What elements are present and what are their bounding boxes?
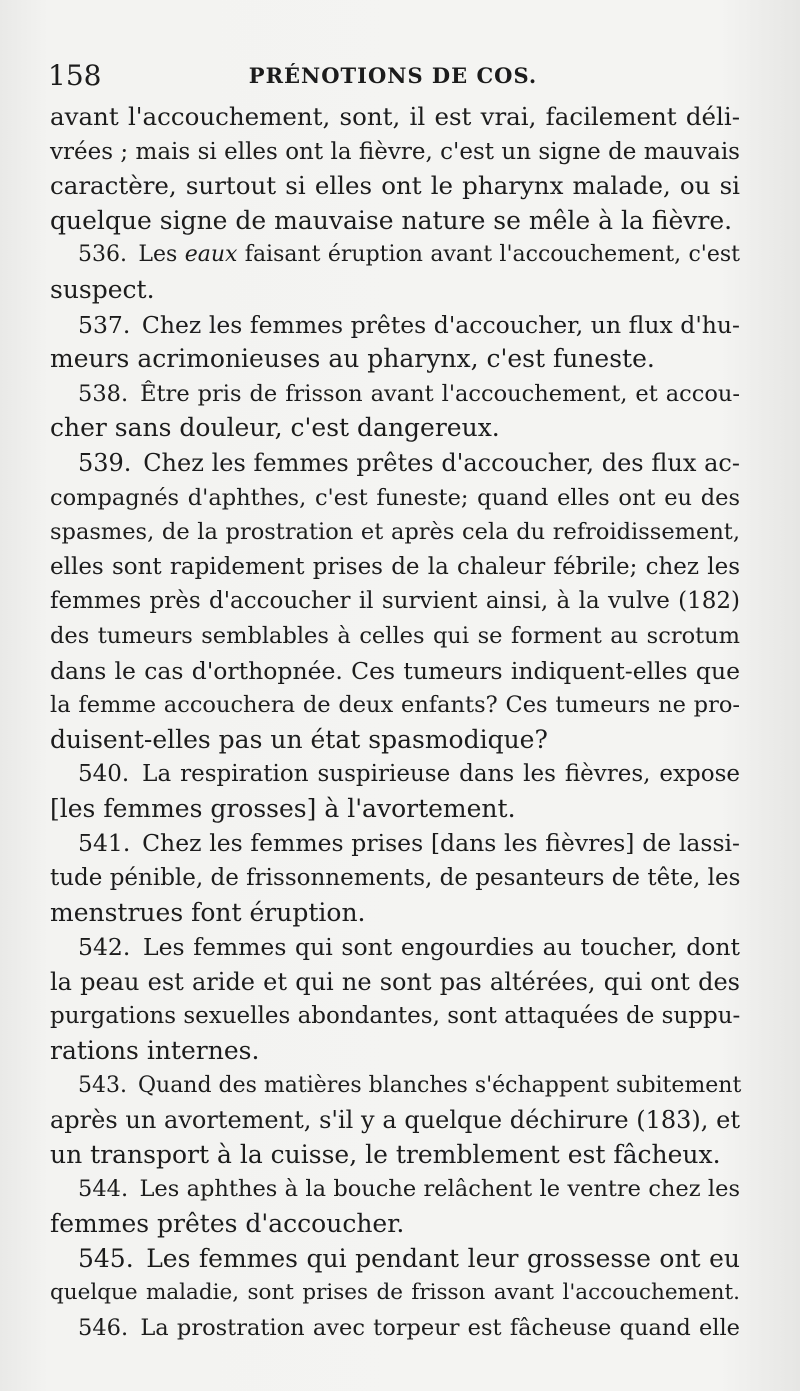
text-line: compagnés d'aphthes, c'est funeste; quand elles ont eu des — [50, 484, 740, 511]
aphorism-545-line — [50, 1242, 740, 1277]
page-number: 158 — [48, 59, 102, 92]
text-fragment: Les aphthes à la bouche relâchent le ventre chez les — [139, 1176, 740, 1203]
text-fragment: faisant éruption avant l'accouchement, c'est — [244, 242, 740, 268]
text-fragment: Quand des matières blanches s'échappent subitement — [137, 1072, 742, 1098]
aphorism-536-line — [50, 238, 740, 273]
text-line: femmes prêtes d'accoucher. — [50, 1209, 405, 1238]
aphorism-number: 536. — [78, 242, 127, 268]
text-fragment: Les femmes qui sont engourdies au toucher, dont — [143, 933, 740, 962]
text-fragment: Les femmes qui pendant leur grossesse ont eu — [146, 1243, 740, 1273]
aphorism-541-line — [50, 826, 740, 861]
text-line: spasmes, de la prostration et après cela du refroidissement, — [50, 519, 740, 546]
text-line: quelque maladie, sont prises de frisson avant l'accouchement. — [50, 1280, 740, 1306]
aphorism-number: 539. — [78, 448, 132, 477]
aphorism-number: 540. — [78, 761, 130, 788]
aphorism-number: 546. — [78, 1314, 129, 1341]
text-fragment: Être pris de frisson avant l'accouchement, et accou- — [140, 380, 740, 407]
text-line: tude pénible, de frissonnements, de pesanteurs de tête, les — [50, 865, 741, 892]
text-fragment: La prostration avec torpeur est fâcheuse quand elle — [140, 1314, 740, 1341]
running-head — [48, 58, 738, 94]
text-line: meurs acrimonieuses au pharynx, c'est funeste. — [50, 344, 655, 374]
text-line: caractère, surtout si elles ont le pharynx malade, ou si — [50, 171, 740, 201]
text-line: après un avortement, s'il y a quelque déchirure (183), et — [50, 1106, 740, 1135]
text-line: purgations sexuelles abondantes, sont attaquées de suppu- — [50, 1003, 741, 1030]
aphorism-540-line — [50, 757, 740, 792]
aphorism-number: 537. — [78, 310, 131, 339]
text-line: un transport à la cuisse, le tremblement est fâcheux. — [50, 1139, 721, 1169]
body-text — [50, 100, 740, 1345]
text-line: cher sans douleur, c'est dangereux. — [50, 413, 500, 443]
text-line: la peau est aride et qui ne sont pas altérées, qui ont des — [50, 967, 740, 996]
aphorism-number: 541. — [78, 829, 131, 858]
aphorism-544-line — [50, 1172, 740, 1207]
text-line: la femme accouchera de deux enfants? Ces tumeurs ne pro- — [50, 692, 740, 719]
aphorism-number: 543. — [78, 1072, 127, 1098]
aphorism-number: 545. — [78, 1243, 134, 1273]
text-line: femmes près d'accoucher il survient ainsi, à la vulve (182) — [50, 588, 740, 615]
text-fragment: Chez les femmes prises [dans les fièvres] de lassi- — [142, 829, 740, 858]
text-fragment: La respiration suspirieuse dans les fièvres, expose — [142, 761, 740, 788]
text-line: dans le cas d'orthopnée. Ces tumeurs indiquent-elles que — [50, 656, 740, 685]
text-line: avant l'accouchement, sont, il est vrai, facilement déli- — [50, 102, 740, 131]
aphorism-546-line — [50, 1311, 740, 1346]
page-heading: PRÉNOTIONS DE COS. — [248, 63, 538, 88]
text-fragment: Les — [138, 242, 178, 268]
text-line: menstrues font éruption. — [50, 897, 366, 927]
text-line: [les femmes grosses] à l'avortement. — [50, 793, 516, 823]
text-line: suspect. — [50, 274, 155, 304]
text-line: vrées ; mais si elles ont la fièvre, c'est un signe de mauvais — [50, 138, 740, 165]
aphorism-538-line — [50, 377, 740, 412]
aphorism-number: 542. — [78, 933, 131, 962]
text-line: quelque signe de mauvaise nature se mêle à la fièvre. — [50, 205, 733, 235]
text-line: des tumeurs semblables à celles qui se forment au scrotum — [50, 622, 740, 649]
text-line: duisent-elles pas un état spasmodique? — [50, 724, 548, 754]
aphorism-number: 538. — [78, 380, 129, 407]
text-line: elles sont rapidement prises de la chaleur fébrile; chez les — [50, 553, 740, 580]
text-line: rations internes. — [50, 1036, 260, 1066]
aphorism-number: 544. — [78, 1176, 129, 1203]
aphorism-539-line — [50, 446, 740, 481]
aphorism-537-line — [50, 308, 740, 343]
italic-word: eaux — [184, 242, 238, 268]
text-fragment: Chez les femmes prêtes d'accoucher, des flux ac- — [143, 448, 740, 477]
aphorism-542-line — [50, 930, 740, 965]
aphorism-543-line — [50, 1069, 740, 1104]
text-fragment: Chez les femmes prêtes d'accoucher, un flux d'hu- — [141, 310, 740, 339]
